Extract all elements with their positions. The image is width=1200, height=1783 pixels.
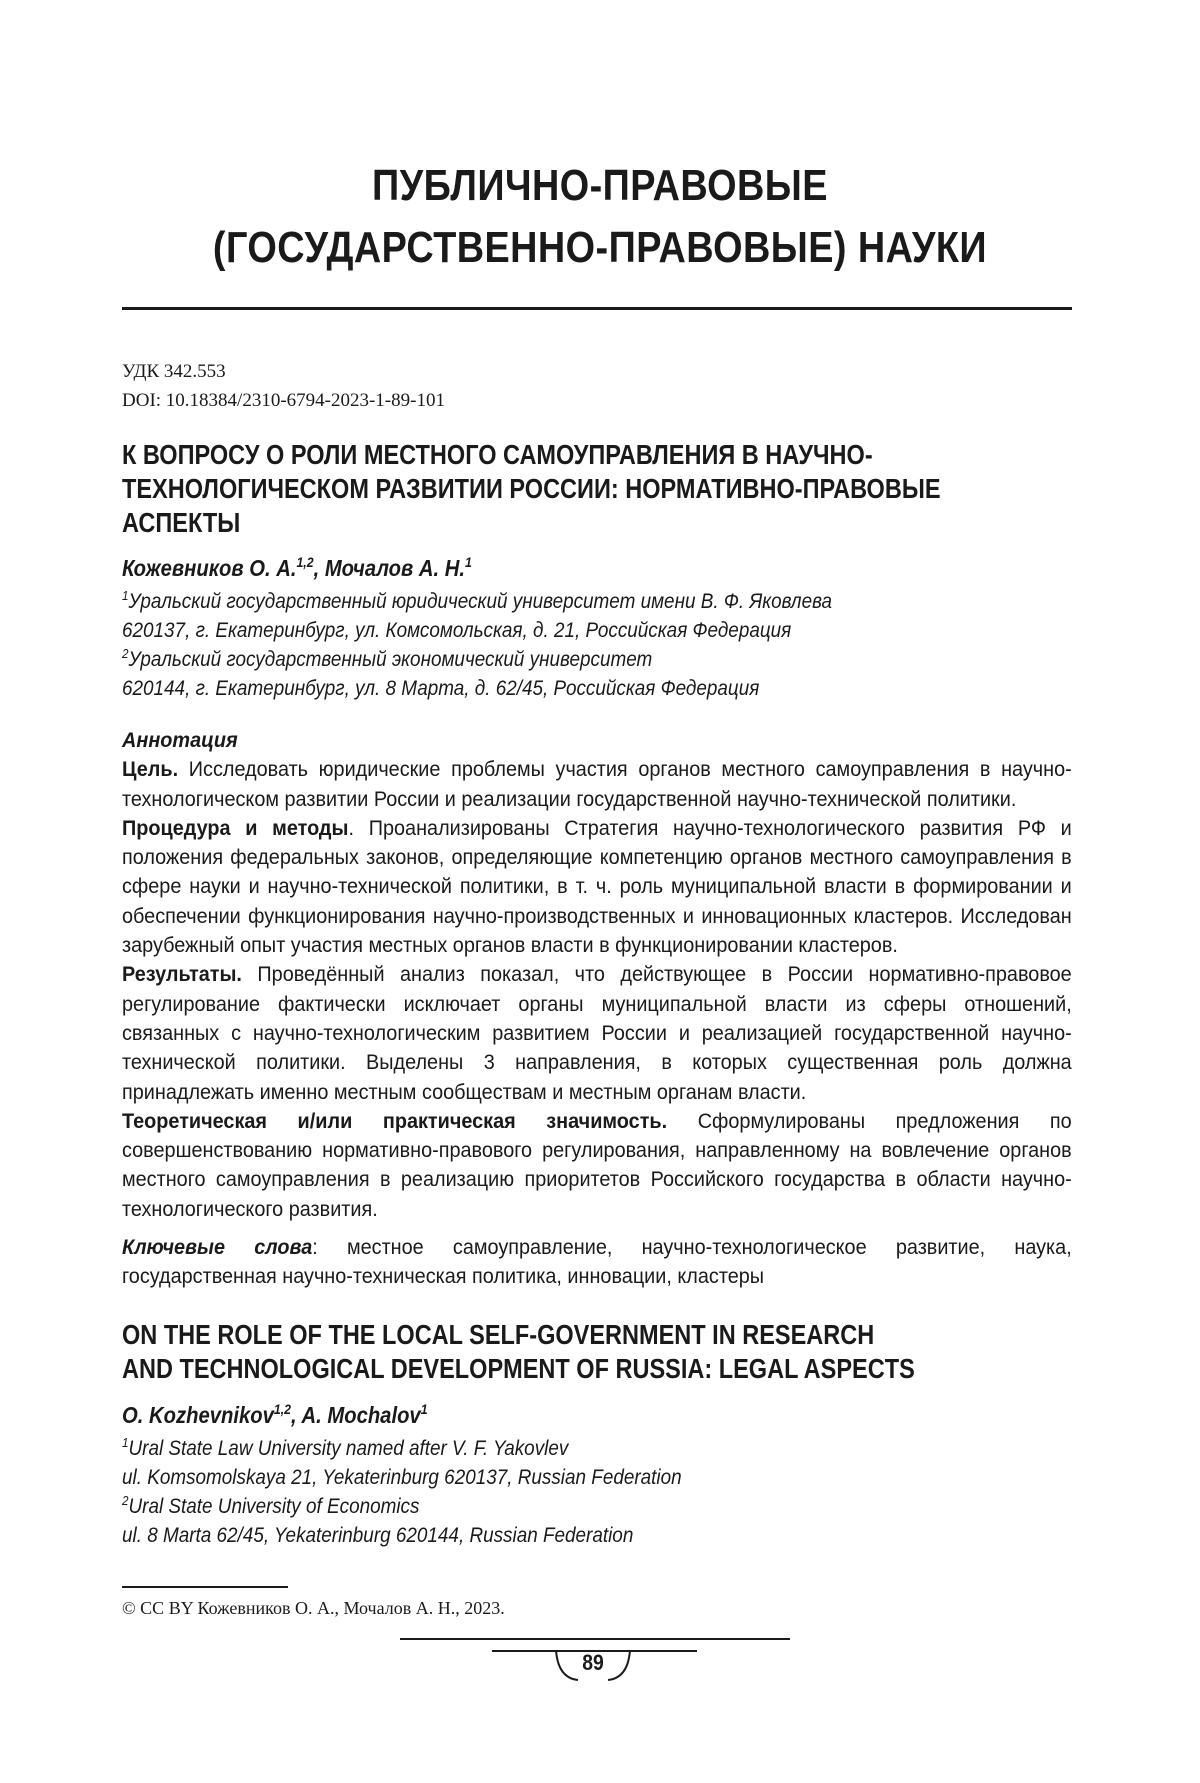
- author-2-name-en: A. Mochalov: [301, 1402, 421, 1428]
- abstract-goal: [122, 755, 1072, 814]
- author-2-affil-sup: 1: [464, 554, 472, 570]
- affiliation-2-address: 620144, г. Екатеринбург, ул. 8 Марта, д. 62/45, Российская Федерация: [122, 677, 760, 700]
- methods-label: Процедура и методы: [122, 816, 349, 840]
- article-title-en: [122, 1318, 962, 1386]
- abstract-heading: Аннотация: [122, 729, 238, 752]
- affiliations-ru: [122, 587, 1022, 703]
- significance-label: Теоретическая и/или практическая значимость.: [122, 1109, 668, 1133]
- title-ru-line2: ТЕХНОЛОГИЧЕСКОМ РАЗВИТИИ РОССИИ: НОРМАТИВНО-ПРАВОВЫЕ: [122, 473, 941, 504]
- keywords: [122, 1233, 1072, 1292]
- title-ru-line1: К ВОПРОСУ О РОЛИ МЕСТНОГО САМОУПРАВЛЕНИЯ В НАУЧНО-: [122, 439, 873, 470]
- section-divider: [122, 307, 1072, 310]
- author-separator: ,: [313, 555, 325, 581]
- abstract-significance: [122, 1107, 1072, 1224]
- keywords-text: местное самоуправление, научно-технологическое развитие, наука, государственная научно-техническая политика, инновации, кластеры: [122, 1236, 1072, 1289]
- abstract-methods: [122, 814, 1072, 960]
- doi-link[interactable]: DOI: 10.18384/2310-6794-2023-1-89-101: [122, 390, 445, 411]
- title-en-line2: AND TECHNOLOGICAL DEVELOPMENT OF RUSSIA: LEGAL ASPECTS: [122, 1353, 915, 1384]
- significance-text: Сформулированы предложения по совершенствованию нормативно-правового регулирования, направленному на вовлечение органов местного самоуправления в реализацию приоритетов Российского государства в области научно-технологического развития.: [122, 1109, 1072, 1221]
- authors-en: [122, 1400, 1002, 1430]
- title-en-line1: ON THE ROLE OF THE LOCAL SELF-GOVERNMENT IN RESEARCH: [122, 1319, 875, 1350]
- abstract: [122, 726, 1072, 1224]
- affiliation-1-address-en: ul. Komsomolskaya 21, Yekaterinburg 620137, Russian Federation: [122, 1466, 682, 1489]
- affiliation-2-text-en: Ural State University of Economics: [128, 1495, 420, 1518]
- affiliation-1-name: [122, 587, 1022, 616]
- author-2-name: Мочалов А. Н.: [324, 555, 465, 581]
- affiliation-2-sup: 2: [122, 646, 129, 661]
- affiliation-2-text: Уральский государственный экономический университет: [128, 648, 653, 671]
- goal-text: Исследовать юридические проблемы участия органов местного самоуправления в научно-технологическом развитии России и реализации государственной научно-технической политики.: [122, 758, 1072, 811]
- article-meta: [122, 357, 445, 415]
- section-heading-line2: (ГОСУДАРСТВЕННО-ПРАВОВЫЕ) НАУКИ: [212, 223, 988, 272]
- affiliation-1-name-en: [122, 1434, 1022, 1463]
- results-text: Проведённый анализ показал, что действующее в России нормативно-правовое регулирование фактически исключает органы муниципальной власти из сферы отношений, связанных с научно-технологическим развитием России и реализацией государственной научно-технической политики. Выделены 3 направления, в которых существенная роль должна принадлежать именно местным сообществам и местным органам власти.: [122, 963, 1072, 1104]
- footnote-divider: [122, 1586, 288, 1588]
- affiliation-1-sup: 1: [122, 588, 129, 603]
- methods-text: . Проанализированы Стратегия научно-технологического развития РФ и положения федеральных законов, определяющие компетенцию органов местного самоуправления в сфере науки и научно-технической политики, в т. ч. роль муниципальной власти в формировании и обеспечении функционирования научно-производственных и инновационных кластеров. Исследован зарубежный опыт участия местных органов власти в функционировании кластеров.: [122, 816, 1072, 958]
- author-separator-en: ,: [290, 1402, 302, 1428]
- author-1-name: Кожевников О. А.: [122, 555, 297, 581]
- affiliation-1-text: Уральский государственный юридический университет имени В. Ф. Яковлева: [128, 590, 833, 613]
- author-1-affil-sup: 1,2: [296, 554, 314, 570]
- udk-code: УДК 342.553: [122, 361, 226, 382]
- author-1-name-en: O. Kozhevnikov: [122, 1402, 274, 1428]
- author-2-affil-sup-en: 1: [420, 1401, 428, 1417]
- affiliations-en: [122, 1434, 1022, 1550]
- abstract-results: [122, 960, 1072, 1106]
- section-heading: [170, 155, 1030, 279]
- section-heading-line1: ПУБЛИЧНО-ПРАВОВЫЕ: [372, 161, 828, 210]
- article-title-ru: [122, 438, 962, 540]
- page-number: 89: [582, 1650, 604, 1675]
- authors-ru: [122, 553, 1002, 583]
- affiliation-2-sup-en: 2: [122, 1493, 129, 1508]
- affiliation-2-address-en: ul. 8 Marta 62/45, Yekaterinburg 620144, Russian Federation: [122, 1524, 634, 1547]
- affiliation-2-name-en: [122, 1492, 1022, 1521]
- keywords-colon: :: [312, 1236, 318, 1259]
- affiliation-1-text-en: Ural State Law University named after V. F. Yakovlev: [128, 1437, 569, 1460]
- title-ru-line3: АСПЕКТЫ: [122, 507, 241, 538]
- results-label: Результаты.: [122, 963, 242, 987]
- affiliation-1-address: 620137, г. Екатеринбург, ул. Комсомольская, д. 21, Российская Федерация: [122, 619, 792, 642]
- affiliation-1-sup-en: 1: [122, 1435, 129, 1450]
- author-1-affil-sup-en: 1,2: [273, 1401, 291, 1417]
- affiliation-2-name: [122, 645, 1022, 674]
- copyright-notice: © CC BY Кожевников О. А., Мочалов А. Н., 2023.: [122, 1598, 505, 1618]
- keywords-label: Ключевые слова: [122, 1236, 313, 1259]
- goal-label: Цель.: [122, 758, 179, 782]
